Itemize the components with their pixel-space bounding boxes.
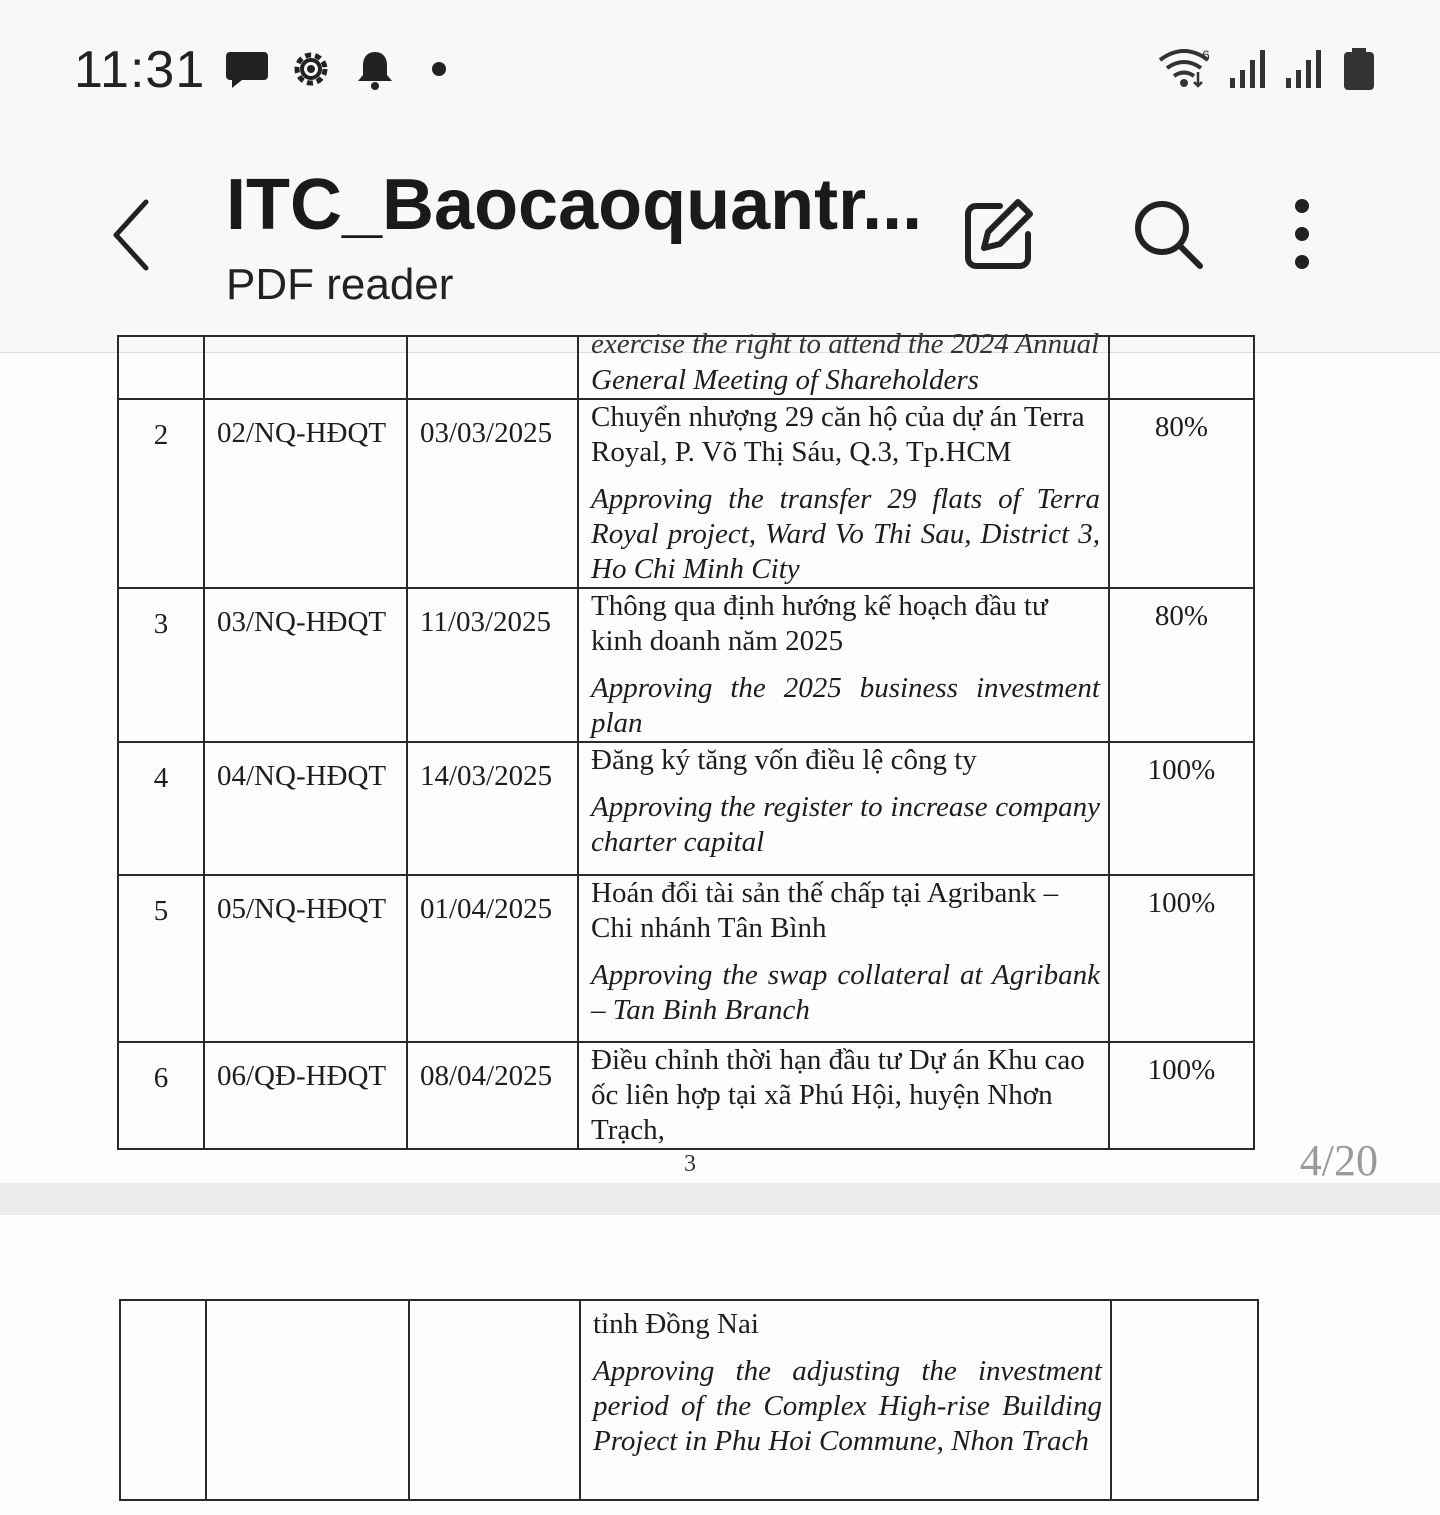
content-vi: tỉnh Đồng Nai [593, 1308, 759, 1340]
svg-text:6: 6 [1202, 47, 1210, 63]
resolutions-table [117, 328, 1255, 1150]
pdf-page [0, 1215, 1440, 1515]
more-options-icon[interactable] [1262, 194, 1342, 274]
edit-icon[interactable] [960, 194, 1040, 274]
row-number: 5 [118, 875, 204, 1042]
table-row [120, 1300, 1258, 1500]
content-en: Approving the transfer 29 flats of Terra Royal project, Ward Vo Thi Sau, District 3, Ho Chi Minh City [591, 483, 1100, 585]
notification-bell-icon [352, 46, 398, 92]
page-footer-number: 3 [684, 1151, 696, 1177]
resolution-date: 01/04/2025 [407, 875, 578, 1042]
back-icon[interactable] [96, 190, 176, 280]
content-en: Approving the register to increase company charter capital [591, 791, 1100, 858]
table-row [118, 399, 1254, 588]
content-en: Approving the 2025 business investment plan [591, 672, 1100, 739]
row-number: 6 [118, 1042, 204, 1149]
resolutions-table-continued [119, 1299, 1259, 1501]
approval-rate: 80% [1109, 399, 1254, 588]
table-row [118, 742, 1254, 875]
battery-icon [1336, 46, 1382, 92]
search-icon[interactable] [1128, 194, 1208, 274]
approval-rate: 80% [1109, 588, 1254, 742]
content-en: General Meeting of Shareholders [591, 364, 979, 396]
table-row [118, 875, 1254, 1042]
row-number: 3 [118, 588, 204, 742]
document-title: ITC_Baocaoquantr... [226, 165, 923, 245]
resolution-code: 06/QĐ-HĐQT [204, 1042, 407, 1149]
approval-rate: 100% [1109, 742, 1254, 875]
status-clock: 11:31 [74, 41, 206, 99]
table-row [118, 1042, 1254, 1149]
content-en: Approving the swap collateral at Agribank – Tan Binh Branch [591, 959, 1100, 1026]
resolution-code: 05/NQ-HĐQT [204, 875, 407, 1042]
wifi-6-icon [1158, 46, 1216, 92]
signal-icon [1282, 46, 1328, 92]
content-vi: Đăng ký tăng vốn điều lệ công ty [591, 744, 977, 776]
content-en: Approving the adjusting the investment period of the Complex High-rise Building Project in Phu Hoi Commune, Nhon Trach [593, 1355, 1102, 1457]
status-bar [0, 0, 1440, 130]
content-vi: Điều chỉnh thời hạn đầu tư Dự án Khu cao ốc liên hợp tại xã Phú Hội, huyện Nhơn Trạch, [591, 1044, 1085, 1146]
content-en-clipped: exercise the right to attend the 2024 Annual [591, 328, 1100, 360]
signal-icon [1226, 46, 1272, 92]
approval-rate: 100% [1109, 875, 1254, 1042]
approval-rate: 100% [1109, 1042, 1254, 1149]
content-vi: Thông qua định hướng kế hoạch đầu tư kinh doanh năm 2025 [591, 590, 1048, 657]
table-row [118, 336, 1254, 399]
content-vi: Hoán đổi tài sản thế chấp tại Agribank – Chi nhánh Tân Bình [591, 877, 1059, 944]
pdf-viewer[interactable] [0, 328, 1440, 1457]
table-row [118, 588, 1254, 742]
page-indicator: 4/20 [1299, 1136, 1378, 1185]
content-vi: Chuyển nhượng 29 căn hộ của dự án Terra Royal, P. Võ Thị Sáu, Q.3, Tp.HCM [591, 401, 1085, 468]
resolution-code: 04/NQ-HĐQT [204, 742, 407, 875]
resolution-date: 14/03/2025 [407, 742, 578, 875]
resolution-date: 03/03/2025 [407, 399, 578, 588]
resolution-date: 08/04/2025 [407, 1042, 578, 1149]
resolution-code: 03/NQ-HĐQT [204, 588, 407, 742]
settings-icon [288, 46, 334, 92]
app-bar [0, 130, 1440, 360]
row-number: 2 [118, 399, 204, 588]
resolution-date: 11/03/2025 [407, 588, 578, 742]
pdf-page [0, 328, 1440, 1185]
dot-icon [416, 46, 462, 92]
resolution-code: 02/NQ-HĐQT [204, 399, 407, 588]
document-subtitle: PDF reader [226, 260, 454, 309]
message-icon [224, 46, 270, 92]
row-number: 4 [118, 742, 204, 875]
